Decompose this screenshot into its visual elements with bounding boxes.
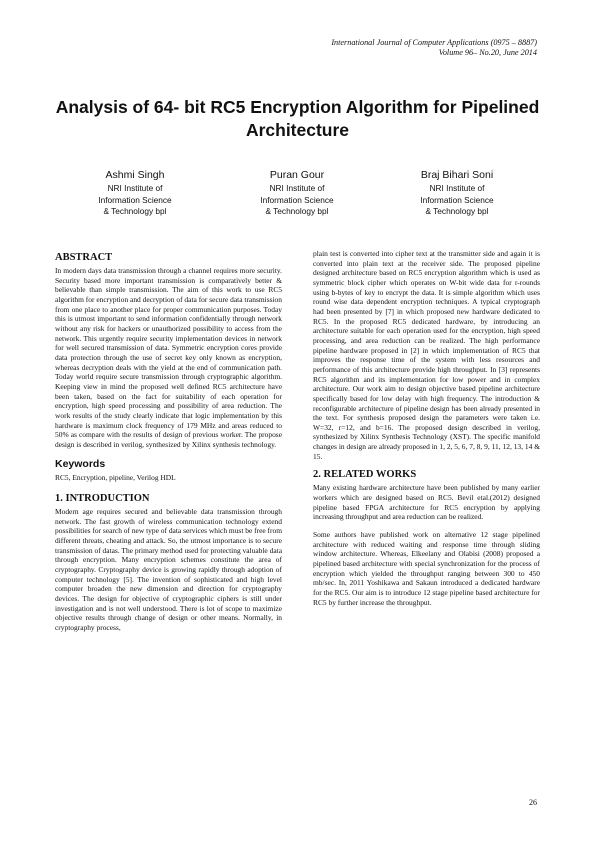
author-affiliation-line: Information Science xyxy=(420,194,494,205)
author-affiliation-line: & Technology bpl xyxy=(265,206,329,216)
abstract-text: In modern days data transmission through a channel requires more security. Security based more important transmission is comparatively better & believable than simple transmission. The aim of this work to use RC5 algorithm for encryption and decryption of data for secure data transmission from one place to another place for proper communication purposes. Today this is utmost important to send information confidentially through network without any risk for hackers or unauthorized possibility to access from the network. This urgently require security implementation devices in network for well secured transmission of data. Symmetric encryption cores provide data protection through the use of secret key only known as encryption, whereas decryption deals with the yield at the end of communication path. Today world require secure transmission through cryptographic algorithm. Keeping view in mind the proposed well defined RC5 architecture have been taken, based on the fact for suitability of each operation for encryption, high speed processing and possibility of area reduction. The work results of the study clearly indicate that logic implementation by this hardware is maximum clock frequency of 179 MHz and areas reduced to 50% as compare with the results of design of previous worker. The propose design is described in verilog, synthesized by Xilinx synthesis technology. xyxy=(55,266,282,449)
page-number: 26 xyxy=(529,798,537,807)
author-affiliation-line: Information Science xyxy=(98,194,172,205)
author-affiliation-line: NRI Institute of xyxy=(107,183,163,193)
related-works-paragraph-1: Many existing hardware architecture have been published by many earlier workers which are designed based on RC5. Bevil etal.(2012) designed pipeline based FPGA architecture for RC5 encryption by applying increasing throughput and area reduction can be realized. xyxy=(313,483,540,522)
journal-volume: Volume 96– No.20, June 2014 xyxy=(438,48,537,57)
author-affiliation-line: & Technology bpl xyxy=(425,206,489,216)
journal-name: International Journal of Computer Applications (0975 – 8887) xyxy=(331,38,537,47)
abstract-heading: ABSTRACT xyxy=(55,252,113,263)
author-affiliation-line: NRI Institute of xyxy=(269,183,325,193)
left-column xyxy=(55,251,282,633)
author-affiliation-line: NRI Institute of xyxy=(429,183,485,193)
author-name: Braj Bihari Soni xyxy=(420,169,494,181)
author-3 xyxy=(377,168,537,218)
introduction-continued-text: plain test is converted into cipher text at the transmitter side and again it is converted into plain text at the receiver side. The proposed pipeline designed architecture based on RC5 encryption algorithm which is used as symmetric block cipher which operates on W-bit wide data for r-rounds using b-bytes of key to encrypt the data. It is simple algorithm which uses round wise data dependent encryption techniques. A typical cryptograph had been presented by [7] in which proposed new hardware dedicated to RC5. In the proposed RC5 dedicated hardware, by introducing an architecture suitable for each operation used for the encryption, high speed processing, and area reduction can be realized. The high performance pipeline hardware proposed in [2] in which implementation of RC5 that improves the response time of the system with less resources and performance of this architecture provide high throughput. In [3] represents RC5 algorithm and its implementation for low power and in complex architecture. Our work aim to design objective based pipeline architecture specifically based for low delay with high frequency. The introduction & reconfigurable architecture of pipeline design has been already presented in the text. For synthesis proposed design the parameters were taken i.e. W=32, r=12, and b=16. The proposed design described in verilog, synthesized by Xilinx Synthesis Technology (XST). The specific manifold changes in design are already proposed in 1, 2, 5, 6, 7, 8, 9, 11, 12, 13, 14 & 15. xyxy=(313,249,540,461)
author-name: Puran Gour xyxy=(269,169,325,181)
paper-title: Analysis of 64- bit RC5 Encryption Algorithm for Pipelined Architecture xyxy=(55,97,540,140)
author-2 xyxy=(217,168,377,218)
author-affiliation-line: & Technology bpl xyxy=(103,206,167,216)
author-name: Ashmi Singh xyxy=(105,169,165,181)
keywords-text: RC5, Encryption, pipeline, Verilog HDL xyxy=(55,473,176,483)
introduction-text: Modern age requires secured and believable data transmission through network. The fast growth of wireless communication technology extend possibilities for search of new type of data services which must be free from different threats, cheating and attack. So, the utmost importance is to secure transmission of datas. The primary method used for protecting valuable data through encryption. Many encryption schemes constitute the area of cryptography. Cryptography device is growing rapidly through adoption of computer technology [5]. The invention of sophisticated and high level computer broaden the new dimension and direction for cryptography devices. The design for objective of cryptographic ciphers is still under investigation and is not well understood. There is lot of scope to maximize objective results through change of design or other means. Normally, in cryptography process, xyxy=(55,507,282,632)
related-works-heading: 2. RELATED WORKS xyxy=(313,469,417,481)
keywords-heading: Keywords xyxy=(55,458,106,471)
right-column xyxy=(313,249,540,607)
author-affiliation-line: Information Science xyxy=(260,194,334,205)
related-works-paragraph-2: Some authors have published work on alternative 12 stage pipelined architecture with reduced waiting and response time through sliding window architecture. Whereas, Elkeelany and Olabisi (2008) proposed a pipelined based architecture with special synchronization for the process of encryption which yielded the throughput ranging between 300 to 450 mb/sec. In, 2011 Yoshikawa and Sakaun introduced a dedicated hardware for the RC5. Our aim is to introduce 12 stage pipeline based architecture for RC5 by further increase the throughput. xyxy=(313,530,540,607)
journal-header xyxy=(331,38,537,58)
introduction-heading: 1. INTRODUCTION xyxy=(55,493,150,505)
author-1 xyxy=(55,168,215,218)
